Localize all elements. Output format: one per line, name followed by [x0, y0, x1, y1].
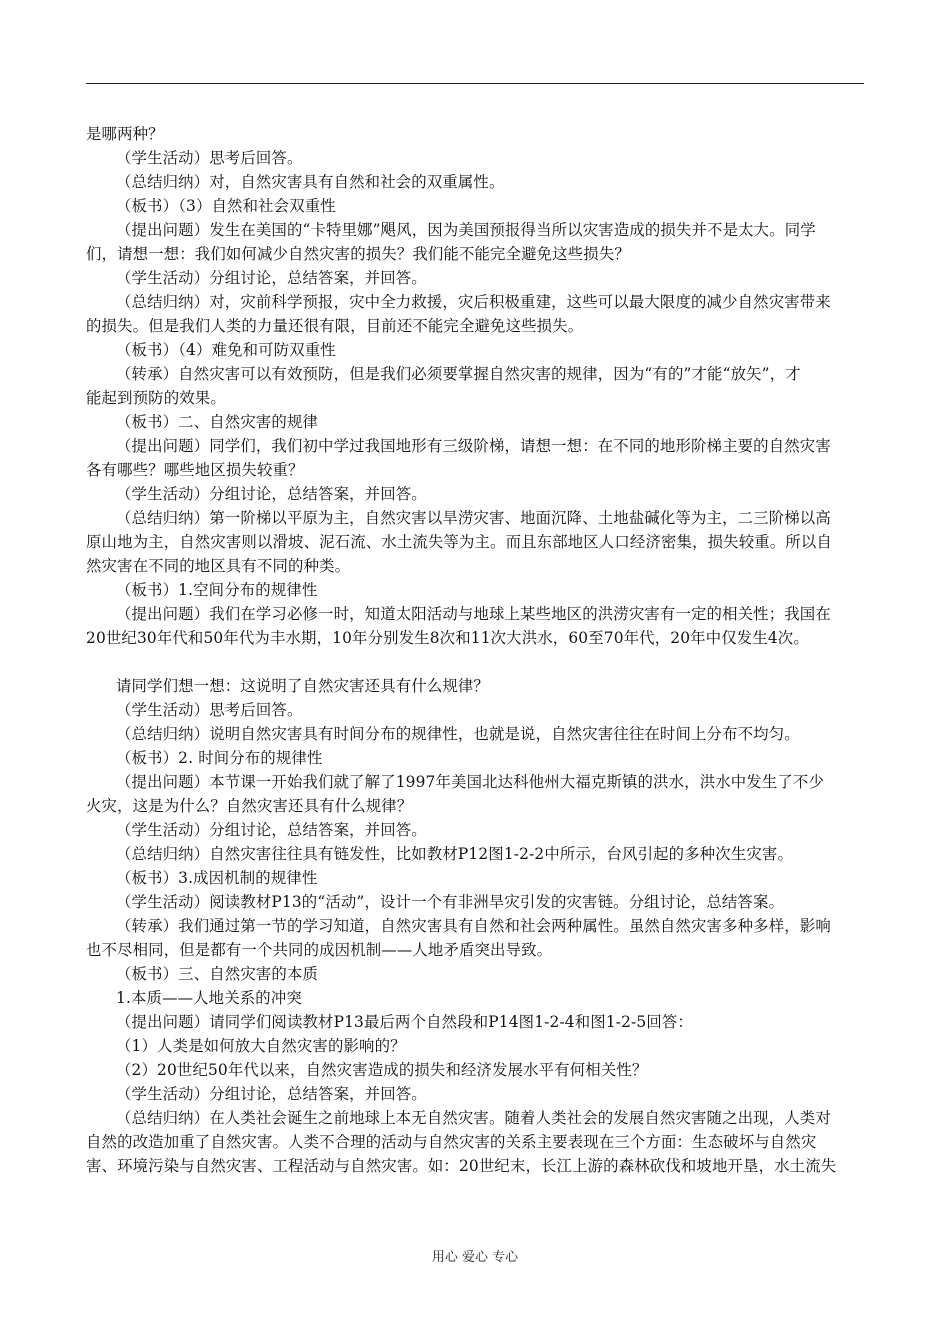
text-line: 害、环境污染与自然灾害、工程活动与自然灾害。如：20世纪末，长江上游的森林砍伐和坡地开垦，水土流失	[86, 1157, 837, 1175]
text-line: （学生活动）阅读教材P13的“活动”，设计一个有非洲旱灾引发的灾害链。分组讨论，总结答案。	[116, 893, 785, 911]
text-line: 们，请想一想：我们如何减少自然灾害的损失？我们能不能完全避免这些损失？	[86, 245, 630, 263]
text-line: （总结归纳）对，自然灾害具有自然和社会的双重属性。	[116, 173, 505, 191]
text-line: 自然的改造加重了自然灾害。人类不合理的活动与自然灾害的关系主要表现在三个方面：生态破坏与自然灾	[86, 1133, 817, 1151]
text-line: （板书）3.成因机制的规律性	[116, 869, 318, 887]
text-line: （总结归纳）自然灾害往往具有链发性，比如教材P12图1-2-2中所示，台风引起的多种次生灾害。	[116, 845, 794, 863]
text-line: 也不尽相同，但是都有一个共同的成因机制——人地矛盾突出导致。	[86, 941, 553, 959]
text-line: （板书）（4）难免和可防双重性	[116, 341, 336, 359]
text-line: （提出问题）本节课一开始我们就了解了1997年美国北达科他州大福克斯镇的洪水，洪水中发生了不少	[116, 773, 825, 791]
page-footer: 用心 爱心 专心	[431, 1250, 519, 1265]
text-line: （总结归纳）第一阶梯以平原为主，自然灾害以旱涝灾害、地面沉降、土地盐碱化等为主，二三阶梯以高	[116, 509, 831, 527]
text-line: （学生活动）分组讨论，总结答案，并回答。	[116, 269, 427, 287]
text-line: （学生活动）分组讨论，总结答案，并回答。	[116, 1085, 427, 1103]
text-line: 的损失。但是我们人类的力量还很有限，目前还不能完全避免这些损失。	[86, 317, 584, 335]
text-line: （提出问题）我们在学习必修一时，知道太阳活动与地球上某些地区的洪涝灾害有一定的相关性；我国在	[116, 605, 831, 623]
text-line: （转承）我们通过第一节的学习知道，自然灾害具有自然和社会两种属性。虽然自然灾害多种多样，影响	[116, 917, 831, 935]
text-line: （学生活动）分组讨论，总结答案，并回答。	[116, 821, 427, 839]
text-line: 20世纪30年代和50年代为丰水期，10年分别发生8次和11次大洪水，60至70年代，20年中仅发生4次。	[86, 629, 809, 647]
text-line: 火灾，这是为什么？自然灾害还具有什么规律？	[86, 797, 413, 815]
text-line: （提出问题）发生在美国的“卡特里娜”飓风，因为美国预报得当所以灾害造成的损失并不是太大。同学	[116, 221, 816, 239]
text-line: （总结归纳）对，灾前科学预报，灾中全力救援，灾后积极重建，这些可以最大限度的减少自然灾害带来	[116, 293, 831, 311]
text-line: （板书）二、自然灾害的规律	[116, 413, 319, 431]
text-line: （板书）（3）自然和社会双重性	[116, 197, 336, 215]
text-line: 原山地为主，自然灾害则以滑坡、泥石流、水土流失等为主。而且东部地区人口经济密集，损失较重。所以自	[86, 533, 832, 551]
header-rule	[86, 83, 864, 84]
text-line: 1.本质——人地关系的冲突	[116, 989, 302, 1007]
text-line: （提出问题）请同学们阅读教材P13最后两个自然段和P14图1-2-4和图1-2-5回答：	[116, 1013, 693, 1031]
text-line: （学生活动）思考后回答。	[116, 701, 303, 719]
text-line: （2）20世纪50年代以来，自然灾害造成的损失和经济发展水平有何相关性？	[116, 1061, 648, 1079]
text-line: （提出问题）同学们，我们初中学过我国地形有三级阶梯，请想一想：在不同的地形阶梯主要的自然灾害	[116, 437, 831, 455]
text-line: （总结归纳）说明自然灾害具有时间分布的规律性，也就是说，自然灾害往往在时间上分布不均匀。	[116, 725, 800, 743]
text-line: 然灾害在不同的地区具有不同的种类。	[86, 557, 351, 575]
text-line: （总结归纳）在人类社会诞生之前地球上本无自然灾害。随着人类社会的发展自然灾害随之出现，人类对	[116, 1109, 831, 1127]
text-line: （板书）1.空间分布的规律性	[116, 581, 318, 599]
text-line: 各有哪些？哪些地区损失较重？	[86, 461, 304, 479]
text-line: 能起到预防的效果。	[86, 389, 226, 407]
text-line: （板书）2. 时间分布的规律性	[116, 749, 323, 767]
text-line: （学生活动）分组讨论，总结答案，并回答。	[116, 485, 427, 503]
text-line: 是哪两种？	[86, 125, 164, 143]
text-line: （转承）自然灾害可以有效预防，但是我们必须要掌握自然灾害的规律，因为“有的”才能“放矢”，才	[116, 365, 801, 383]
text-line: （1）人类是如何放大自然灾害的影响的？	[116, 1037, 406, 1055]
text-line: （学生活动）思考后回答。	[116, 149, 303, 167]
text-line: （板书）三、自然灾害的本质	[116, 965, 319, 983]
text-line: 请同学们想一想：这说明了自然灾害还具有什么规律？	[116, 677, 489, 695]
